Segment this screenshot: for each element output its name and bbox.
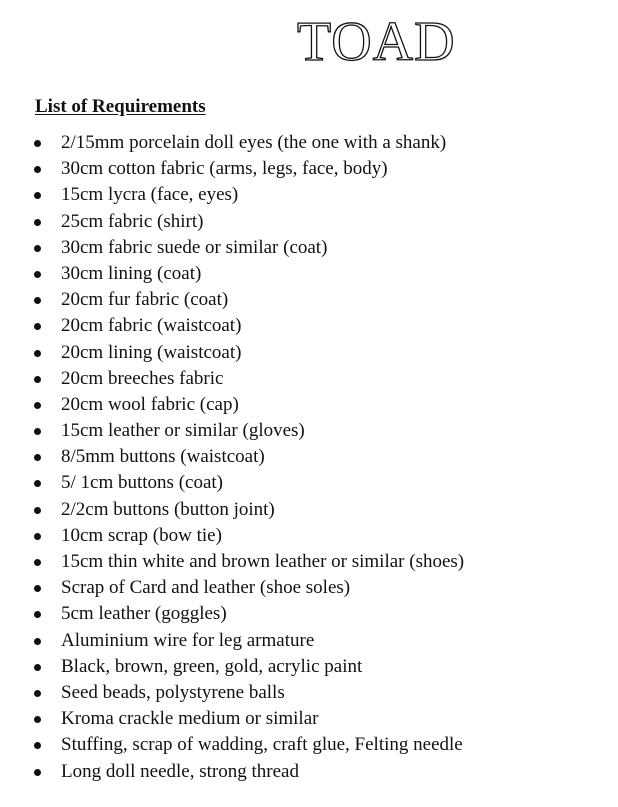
bullet-icon [34,350,41,357]
bullet-icon [34,323,41,330]
bullet-icon [34,559,41,566]
list-item-text: 10cm scrap (bow tie) [61,524,222,546]
bullet-icon [34,742,41,749]
bullet-icon [34,297,41,304]
list-item-text: 15cm lycra (face, eyes) [61,184,239,206]
list-item-text: Aluminium wire for leg armature [61,629,315,651]
bullet-icon [34,192,41,199]
list-item-text: 20cm fabric (waistcoat) [61,315,242,337]
bullet-icon [34,585,41,592]
bullet-icon [34,507,41,514]
page-title: TOAD [297,11,456,73]
list-item-text: Stuffing, scrap of wadding, craft glue, Felting needle [61,734,463,756]
list-item-text: 8/5mm buttons (waistcoat) [61,446,265,468]
bullet-icon [34,428,41,435]
bullet-icon [34,402,41,409]
bullet-icon [34,271,41,278]
list-item-text: Black, brown, green, gold, acrylic paint [61,655,363,677]
list-item-text: 15cm leather or similar (gloves) [61,420,305,442]
list-item-text: 2/2cm buttons (button joint) [61,498,275,520]
bullet-icon [34,690,41,697]
bullet-icon [34,664,41,671]
list-item-text: Seed beads, polystyrene balls [61,681,285,703]
list-item-text: 20cm breeches fabric [61,367,224,389]
list-item-text: 30cm fabric suede or similar (coat) [61,236,328,258]
bullet-icon [34,533,41,540]
bullet-icon [34,245,41,252]
bullet-icon [34,769,41,776]
list-item-text: 25cm fabric (shirt) [61,210,204,232]
bullet-icon [34,454,41,461]
bullet-icon [34,638,41,645]
list-item-text: Long doll needle, strong thread [61,760,299,782]
bullet-icon [34,716,41,723]
bullet-icon [34,140,41,147]
list-item-text: 5/ 1cm buttons (coat) [61,472,223,494]
list-item-text: 20cm wool fabric (cap) [61,393,239,415]
list-item-text: 15cm thin white and brown leather or similar (shoes) [61,551,465,572]
bullet-icon [34,219,41,226]
list-item-text: 20cm lining (waistcoat) [61,341,242,363]
bullet-icon [34,480,41,487]
list-item-text: 5cm leather (goggles) [61,603,227,625]
list-item-text: Scrap of Card and leather (shoe soles) [61,577,351,599]
bullet-icon [34,611,41,618]
list-item-text: 30cm lining (coat) [61,262,202,284]
bullet-icon [34,376,41,383]
bullet-icon [34,166,41,173]
list-item-text: Kroma crackle medium or similar [61,708,319,730]
list-item-text: 2/15mm porcelain doll eyes (the one with a shank) [61,132,447,153]
section-heading: List of Requirements [35,96,206,117]
list-item-text: 30cm cotton fabric (arms, legs, face, body) [61,158,388,180]
list-item-text: 20cm fur fabric (coat) [61,289,229,311]
